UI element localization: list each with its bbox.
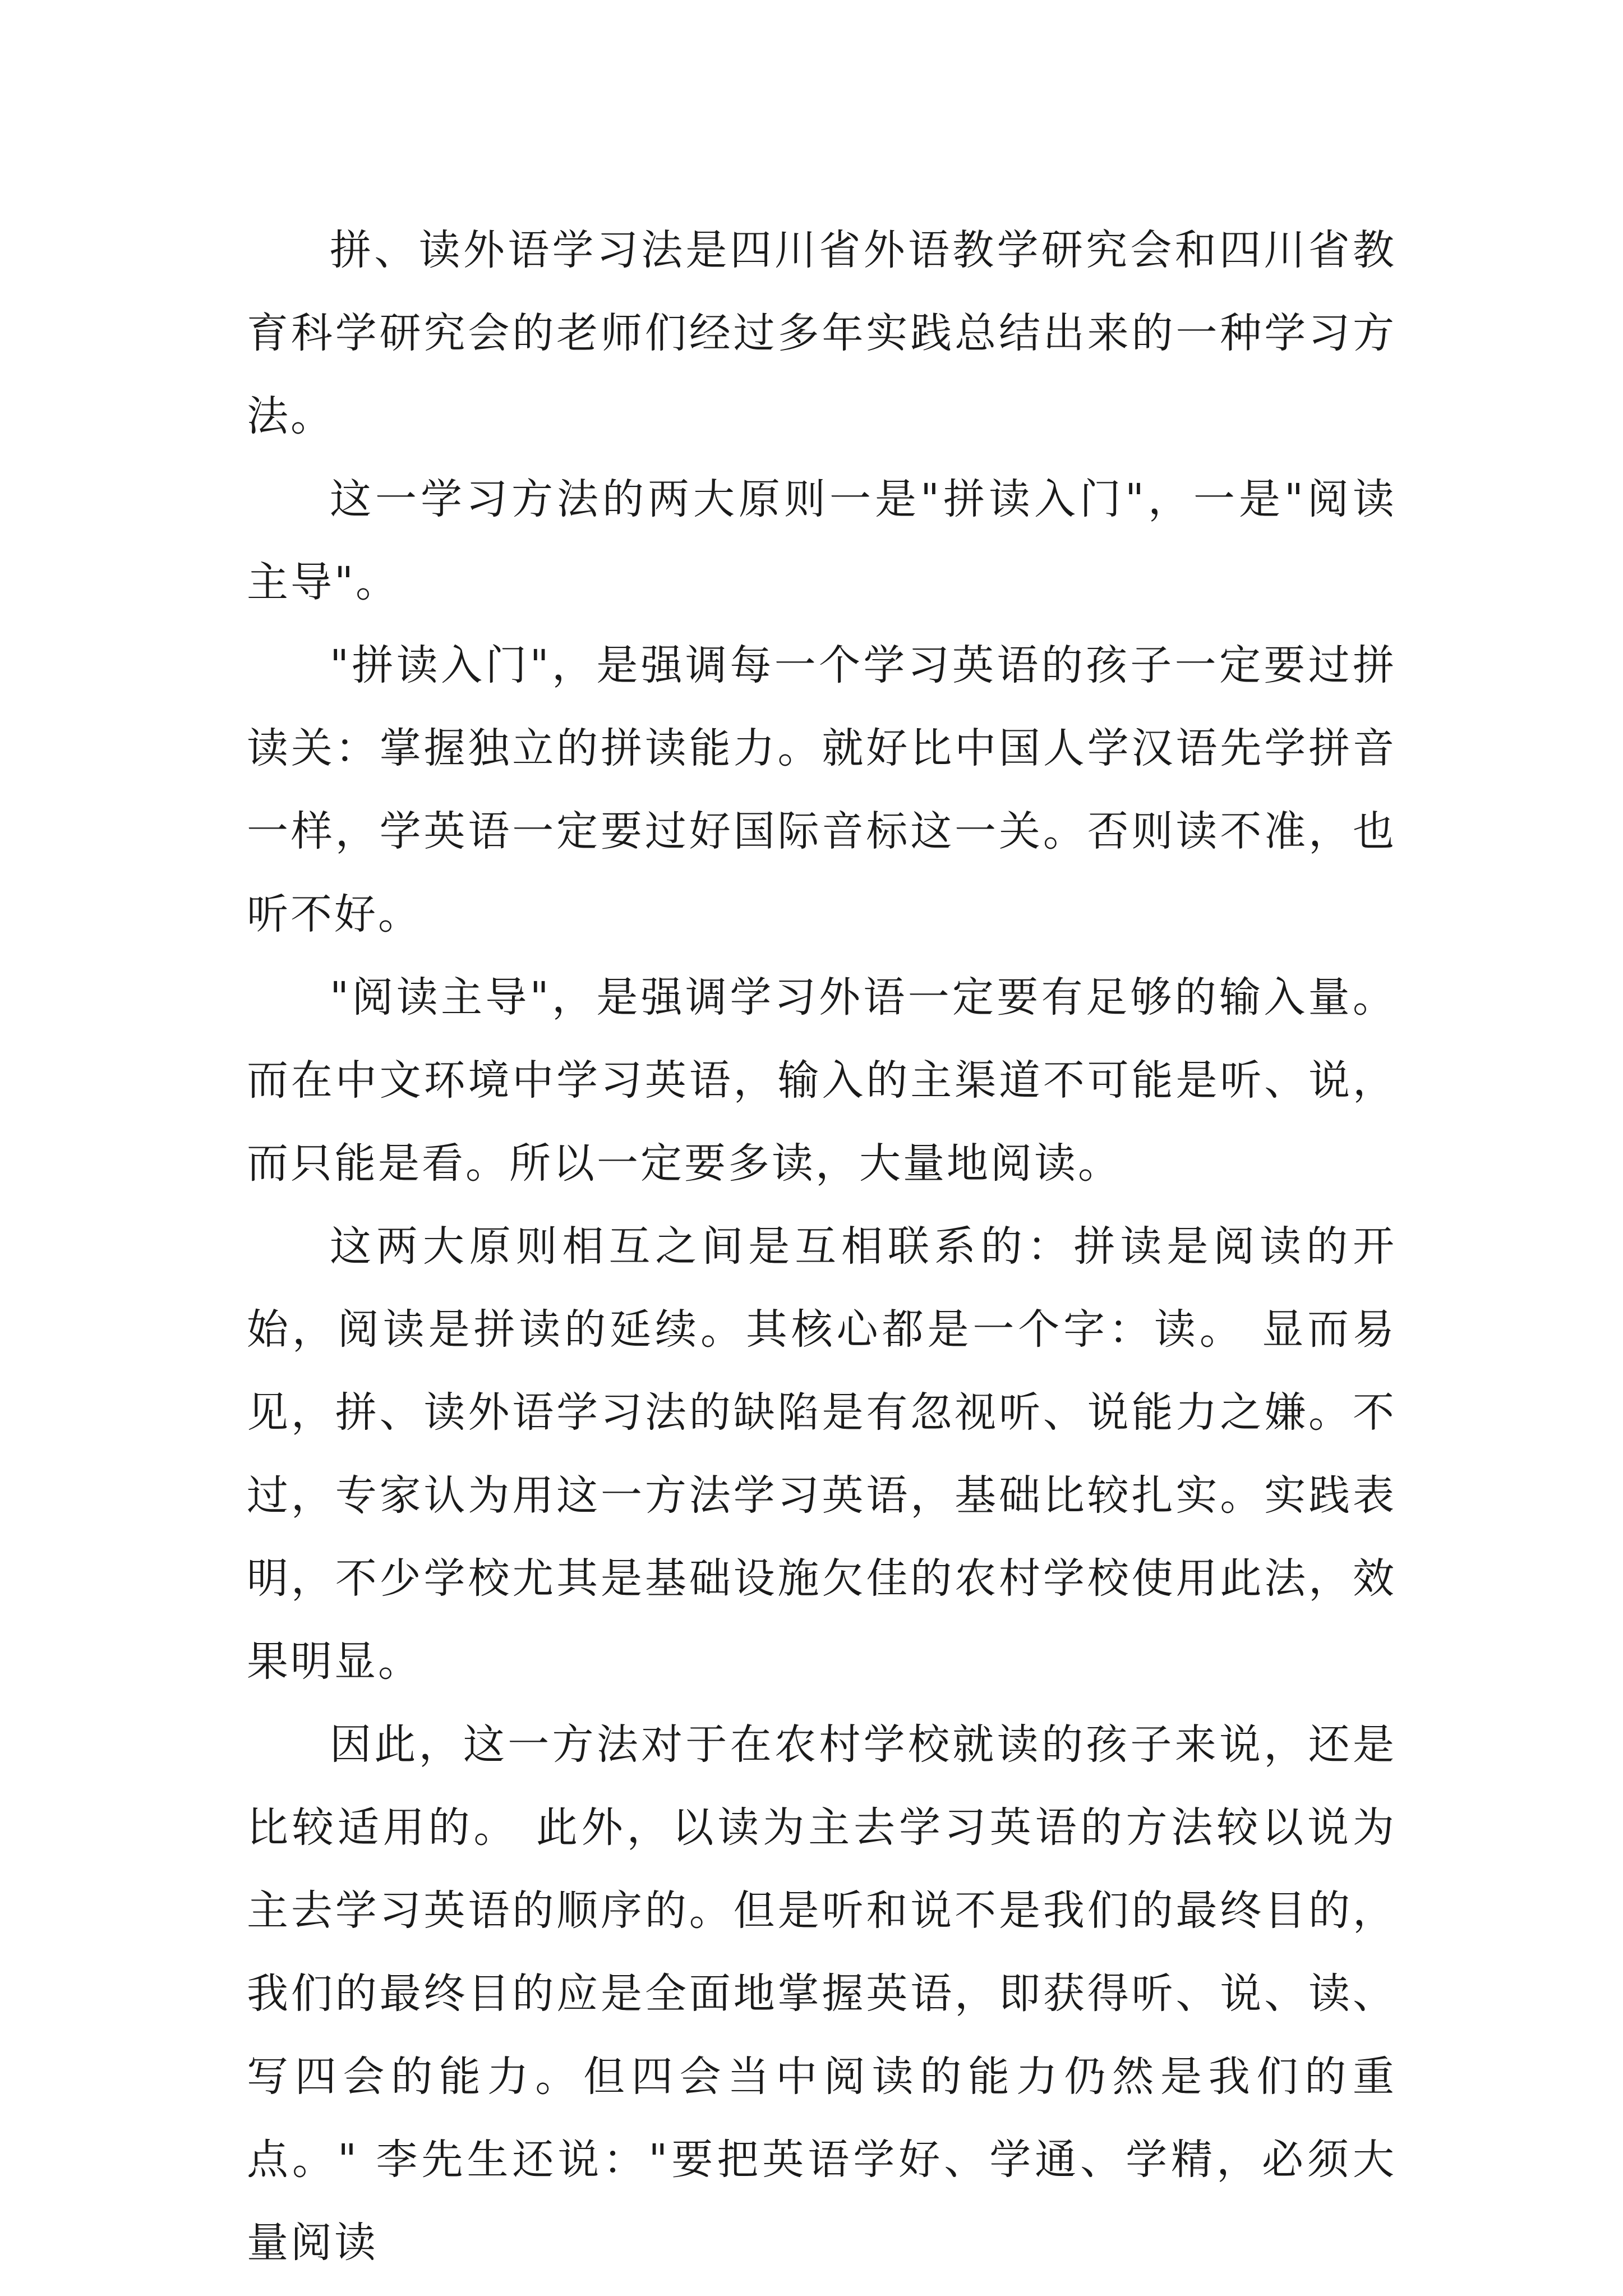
paragraph-principles: 这一学习方法的两大原则一是"拼读入门"，一是"阅读主导"。 <box>247 475 1396 606</box>
paragraph-intro: 拼、读外语学习法是四川省外语教学研究会和四川省教育科学研究会的老师们经过多年实践总结出来的一种学习方法。 <box>247 226 1396 440</box>
paragraph-phonics-entry: "拼读入门"，是强调每一个学习英语的孩子一定要过拼读关：掌握独立的拼读能力。就好比中国人学汉语先学拼音一样，学英语一定要过好国际音标这一关。否则读不准，也听不好。 <box>247 641 1396 938</box>
paragraph-reading-led: "阅读主导"，是强调学习外语一定要有足够的输入量。而在中文环境中学习英语，输入的主渠道不可能是听、说，而只能是看。所以一定要多读，大量地阅读。 <box>247 973 1396 1188</box>
body-text <box>247 209 1396 2284</box>
paragraph-conclusion: 因此，这一方法对于在农村学校就读的孩子来说，还是比较适用的。 此外，以读为主去学习英语的方法较以说为主去学习英语的顺序的。但是听和说不是我们的最终目的，我们的最终目的应是全面地掌握英语，即获得听、说、读、写四会的能力。但四会当中阅读的能力仍然是我们的重点。" 李先生还说："要把英语学好、学通、学精，必须大量阅读 <box>247 1720 1396 2267</box>
paragraph-relationship: 这两大原则相互之间是互相联系的：拼读是阅读的开始，阅读是拼读的延续。其核心都是一个字：读。 显而易见，拼、读外语学习法的缺陷是有忽视听、说能力之嫌。不过，专家认为用这一方法学习英语，基础比较扎实。实践表明，不少学校尤其是基础设施欠佳的农村学校使用此法，效果明显。 <box>247 1222 1396 1686</box>
